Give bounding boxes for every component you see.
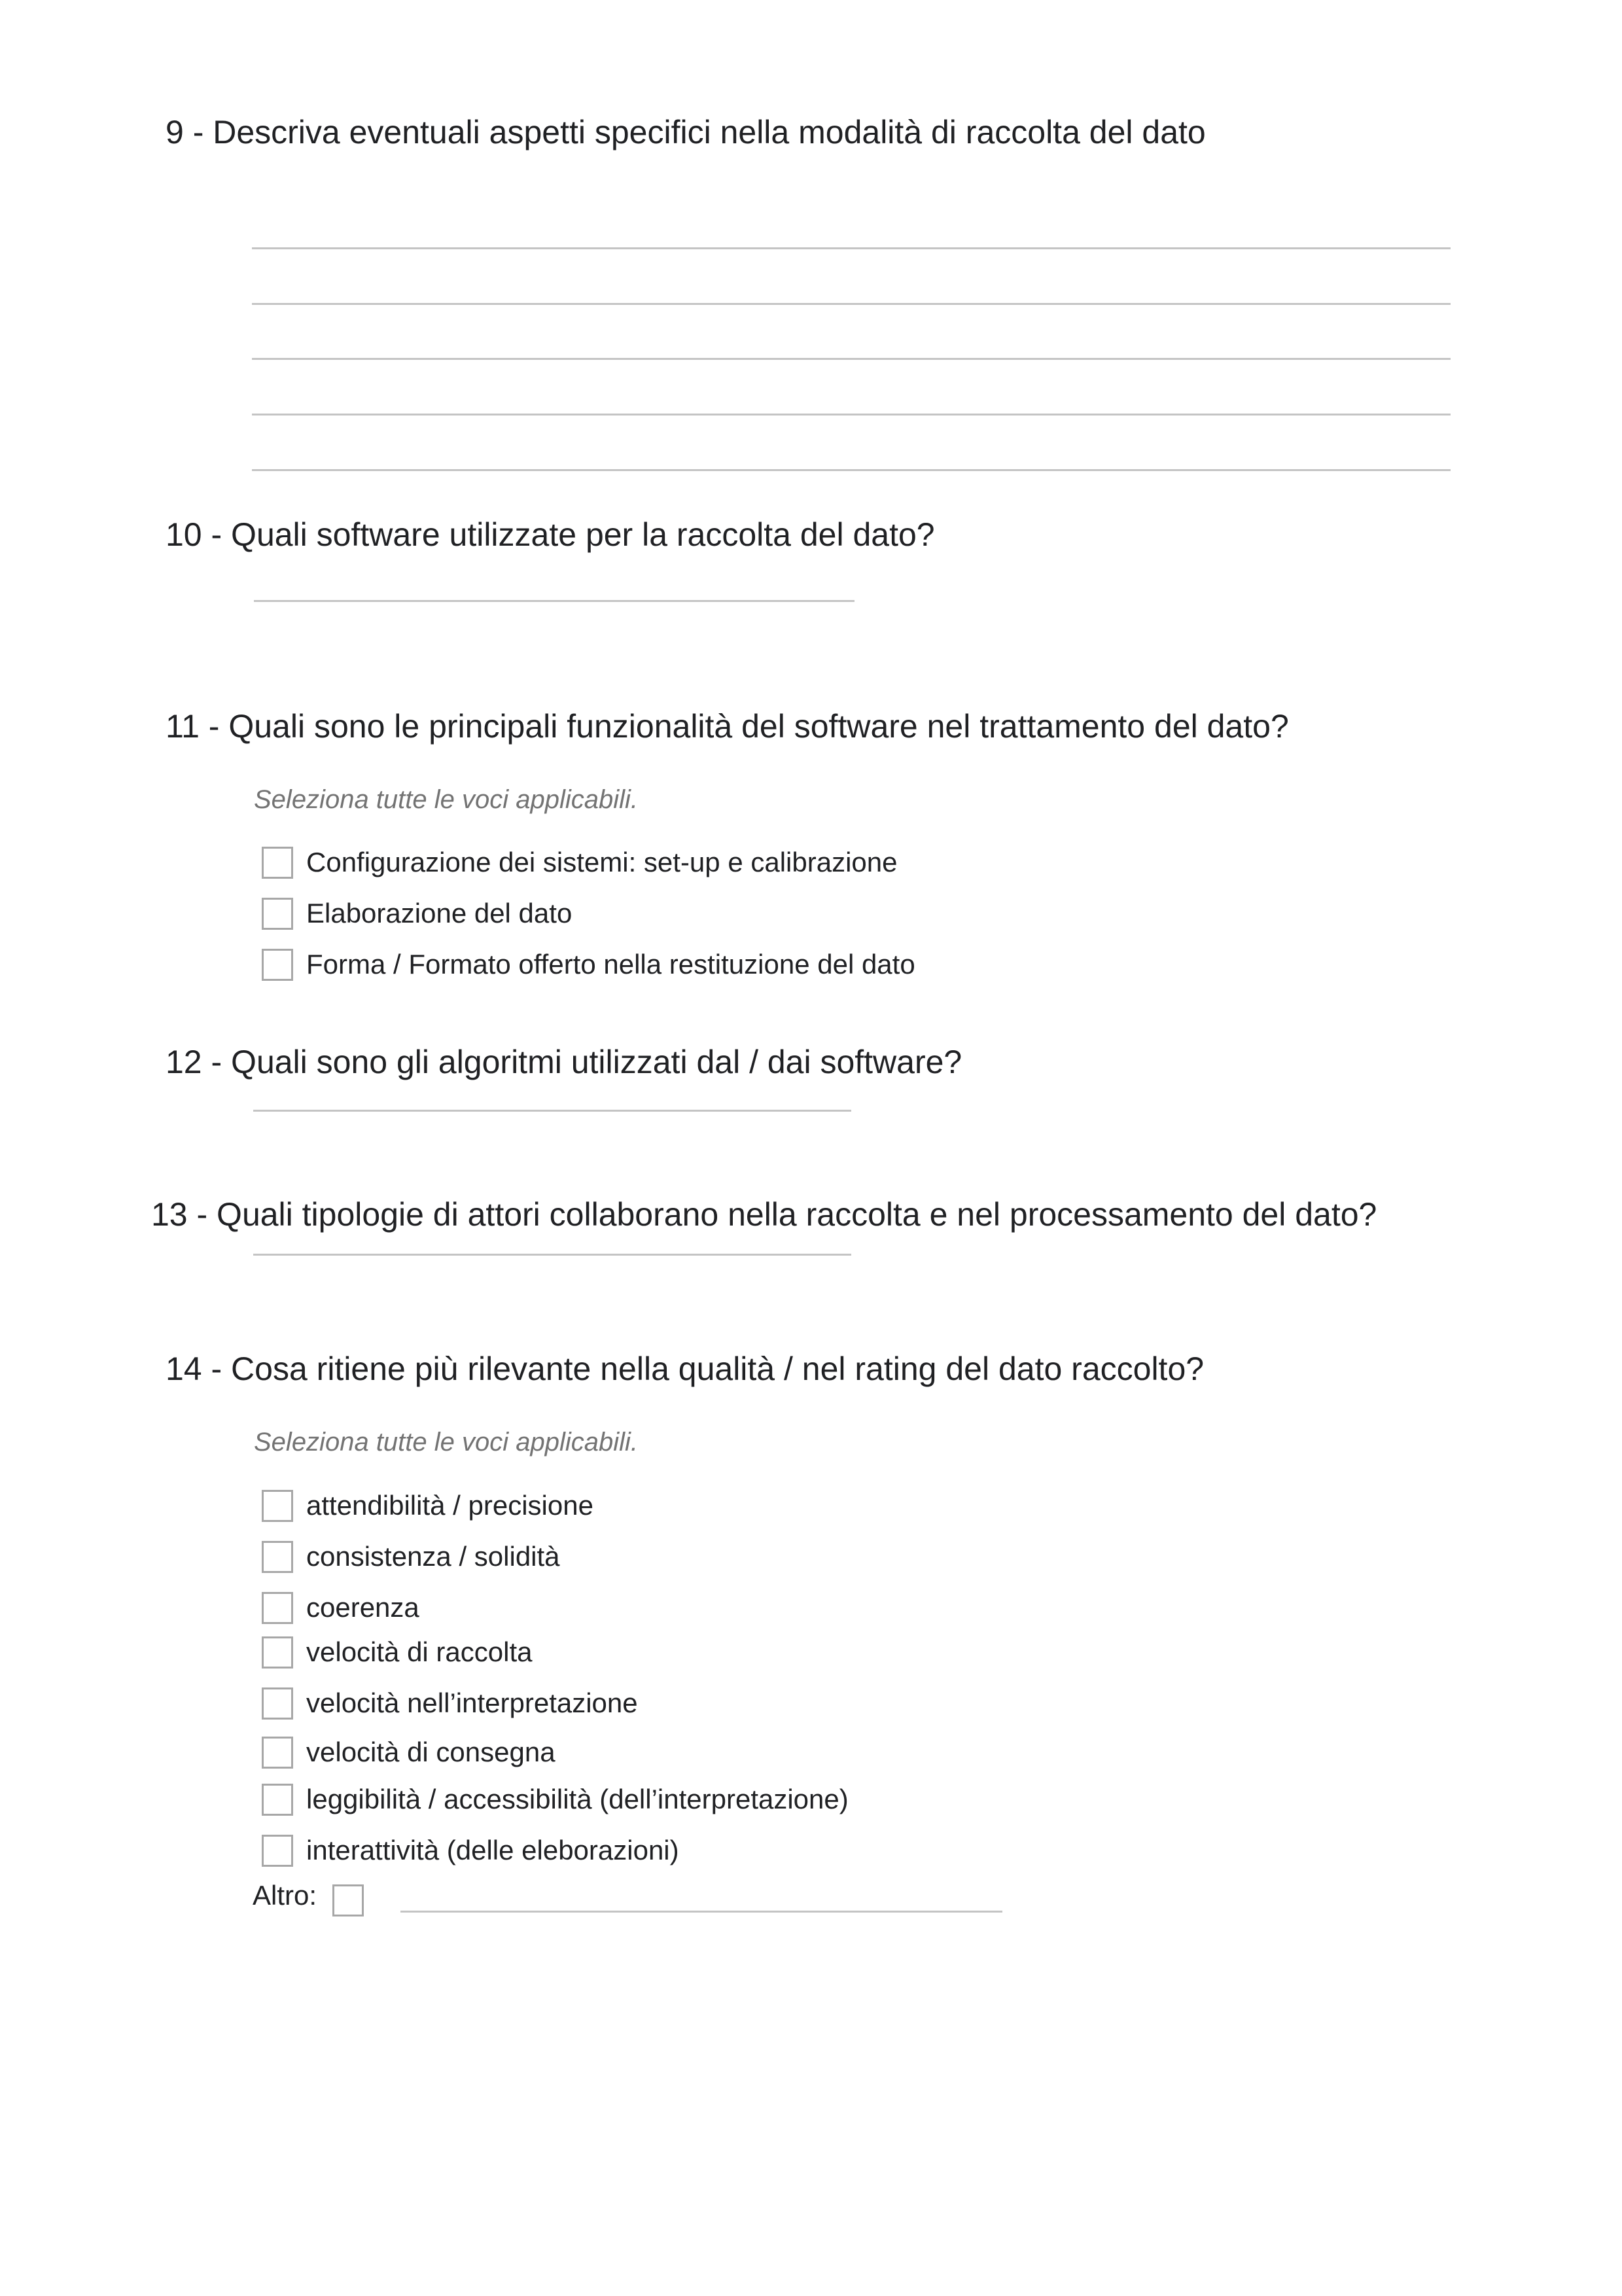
answer-line-1[interactable] [252, 247, 1451, 249]
checkbox[interactable] [262, 1490, 293, 1522]
option-label: velocità di raccolta [306, 1636, 533, 1667]
question-10-label: 10 - Quali software utilizzate per la raccolta del dato? [166, 516, 935, 553]
question-11-hint: Seleziona tutte le voci applicabili. [254, 785, 639, 814]
checkbox[interactable] [262, 898, 293, 930]
question-14-option[interactable] [262, 1540, 560, 1573]
question-10-answer-field[interactable] [254, 600, 855, 602]
question-12-label: 12 - Quali sono gli algoritmi utilizzati dal / dai software? [166, 1044, 962, 1080]
checkbox[interactable] [262, 949, 293, 981]
question-14-option[interactable] [262, 1783, 849, 1816]
question-11-option[interactable] [262, 897, 572, 930]
question-14-option[interactable] [262, 1736, 555, 1769]
question-14-option[interactable] [262, 1636, 533, 1669]
question-13-label: 13 - Quali tipologie di attori collaborano nella raccolta e nel processamento del dato? [151, 1196, 1377, 1233]
question-11-option[interactable] [262, 948, 915, 981]
question-13-answer-field[interactable] [253, 1254, 851, 1256]
question-14-option[interactable] [262, 1834, 679, 1867]
question-14-option[interactable] [262, 1489, 593, 1522]
option-label: attendibilità / precisione [306, 1490, 593, 1521]
question-12-answer-field[interactable] [253, 1110, 851, 1112]
question-11-option[interactable] [262, 846, 897, 879]
checkbox[interactable] [262, 1541, 293, 1573]
checkbox[interactable] [262, 1687, 293, 1720]
answer-line-3[interactable] [252, 358, 1451, 360]
checkbox[interactable] [262, 1784, 293, 1816]
answer-line-2[interactable] [252, 303, 1451, 305]
other-label: Altro: [253, 1880, 317, 1911]
option-label: Forma / Formato offerto nella restituzione del dato [306, 949, 915, 980]
option-label: velocità di consegna [306, 1737, 555, 1767]
option-label: interattività (delle eleborazioni) [306, 1835, 679, 1865]
question-14-option[interactable] [262, 1591, 419, 1624]
other-answer-field[interactable] [400, 1911, 1002, 1913]
option-label: coerenza [306, 1592, 419, 1623]
question-9-label: 9 - Descriva eventuali aspetti specifici nella modalità di raccolta del dato [166, 114, 1206, 150]
question-14-label: 14 - Cosa ritiene più rilevante nella qualità / nel rating del dato raccolto? [166, 1351, 1205, 1387]
option-label: velocità nell’interpretazione [306, 1687, 638, 1718]
checkbox[interactable] [262, 1592, 293, 1624]
checkbox[interactable] [262, 1835, 293, 1867]
question-14-hint: Seleziona tutte le voci applicabili. [254, 1428, 639, 1457]
checkbox[interactable] [262, 1737, 293, 1769]
option-label: Configurazione dei sistemi: set-up e calibrazione [306, 847, 898, 877]
question-11-label: 11 - Quali sono le principali funzionalità del software nel trattamento del dato? [166, 708, 1289, 745]
option-label: Elaborazione del dato [306, 898, 573, 928]
answer-line-4[interactable] [252, 414, 1451, 415]
checkbox[interactable] [262, 1636, 293, 1669]
question-14-option[interactable] [262, 1687, 638, 1720]
other-checkbox[interactable] [332, 1884, 364, 1916]
option-label: leggibilità / accessibilità (dell’interpretazione) [306, 1784, 849, 1814]
checkbox[interactable] [262, 847, 293, 879]
option-label: consistenza / solidità [306, 1541, 560, 1572]
answer-line-5[interactable] [252, 469, 1451, 471]
